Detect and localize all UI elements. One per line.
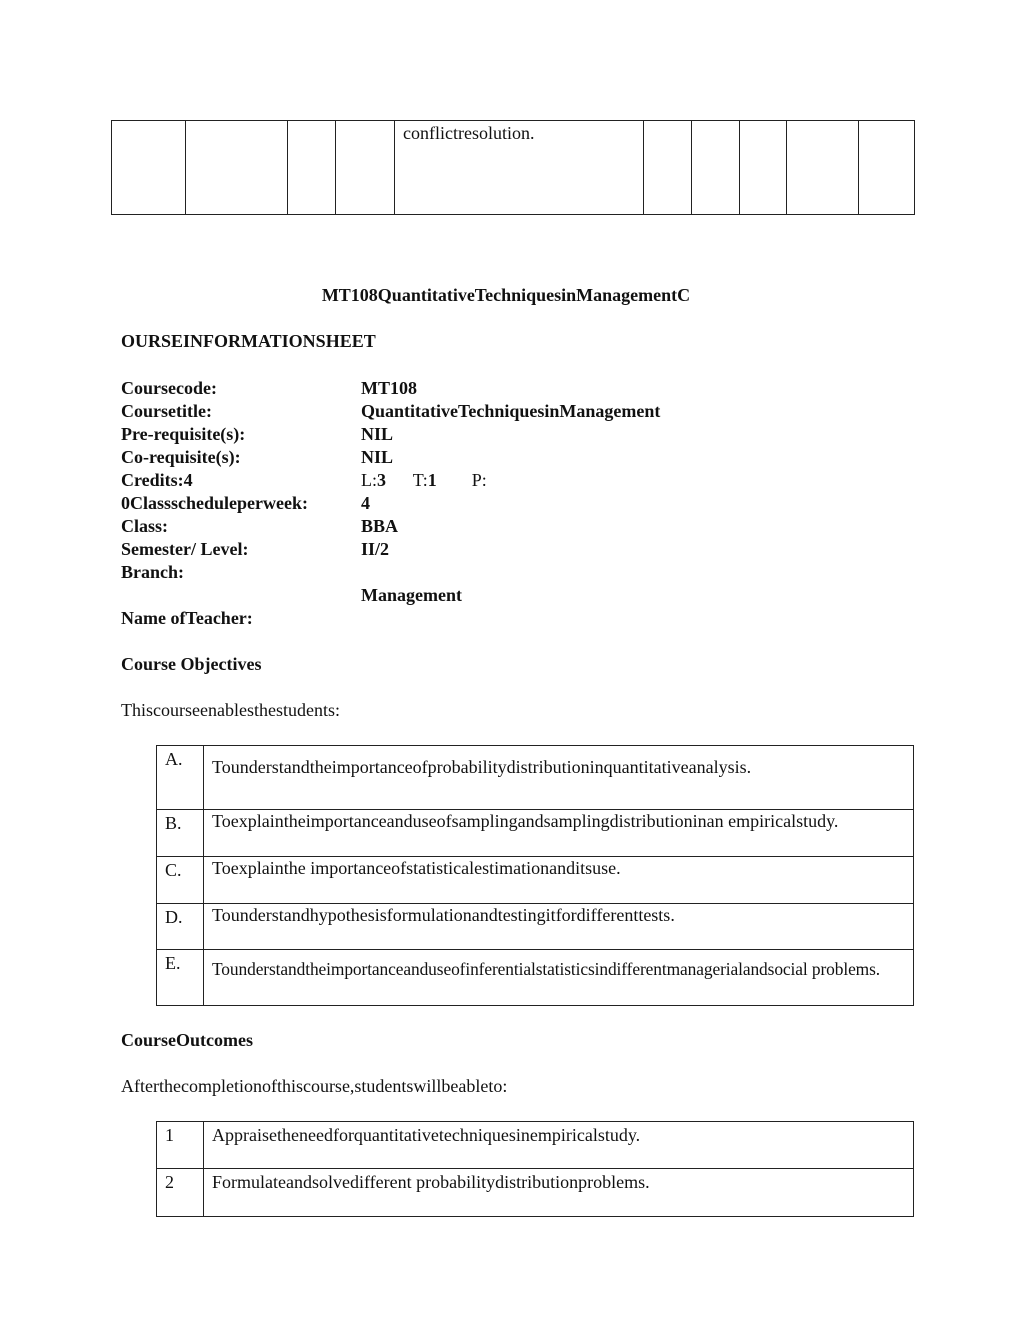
objective-text: Tounderstandtheimportanceofprobabilitydistributioninquantitativeanalysis. [204,746,914,810]
table-cell [186,121,288,215]
table-row [157,746,914,810]
outcome-label: 1 [157,1122,204,1169]
outcome-label: 2 [157,1169,204,1217]
table-cell [787,121,859,215]
outcome-text: Appraisetheneedforquantitativetechniquesinempiricalstudy. [204,1122,914,1169]
branch-label: Branch: [121,562,184,582]
p-label: P: [471,470,487,490]
objectives-intro: Thiscourseenablesthestudents: [121,700,340,720]
semester-value: II/2 [361,539,390,559]
t-label: T: [412,470,428,490]
objective-label: C. [157,857,204,904]
objective-text: Tounderstandhypothesisformulationandtestingitfordifferenttests. [204,904,914,950]
objectives-heading: Course Objectives [121,654,262,674]
table-row [157,810,914,857]
l-label: L: [361,470,377,490]
table-cell [859,121,915,215]
teacher-label: Name ofTeacher: [121,608,253,628]
credits-label: Credits:4 [121,470,193,490]
objective-label: B. [157,810,204,857]
class-label: Class: [121,516,169,536]
table-cell [112,121,186,215]
outcomes-heading: CourseOutcomes [121,1030,253,1050]
table-cell [692,121,740,215]
objective-label: D. [157,904,204,950]
course-code-value: MT108 [361,378,417,398]
table-row [157,904,914,950]
t-value: 1 [427,470,437,490]
prereq-label: Pre-requisite(s): [121,424,246,444]
continuation-table [111,120,915,215]
objective-text: Toexplainthe importanceofstatisticalestimationanditsuse. [204,857,914,904]
table-row [157,950,914,1006]
course-heading: MT108QuantitativeTechniquesinManagementC [321,285,691,305]
table-cell [288,121,336,215]
table-cell [336,121,395,215]
schedule-label: 0Classscheduleperweek: [121,493,308,513]
objective-label: E. [157,950,204,1006]
course-subheading: OURSEINFORMATIONSHEET [121,331,376,351]
course-title-label: Coursetitle: [121,401,212,421]
objective-text: Toexplaintheimportanceanduseofsamplingandsamplingdistributioninan empiricalstudy. [204,810,914,857]
l-value: 3 [377,470,386,490]
objective-label: A. [157,746,204,810]
coreq-value: NIL [361,447,394,467]
class-value: BBA [361,516,399,536]
objective-text: Tounderstandtheimportanceanduseofinferentialstatisticsindifferentmanagerialandsocial problems. [204,950,914,1006]
table-row [157,1169,914,1217]
outcomes-intro: Afterthecompletionofthiscourse,studentswillbeableto: [121,1076,508,1096]
schedule-value: 4 [361,493,370,513]
table-cell-text: conflictresolution. [395,121,644,215]
semester-label: Semester/ Level: [121,539,249,559]
course-title-value: QuantitativeTechniquesinManagement [361,401,661,421]
coreq-label: Co-requisite(s): [121,447,241,467]
prereq-value: NIL [361,424,394,444]
outcomes-table [156,1121,914,1217]
table-cell [740,121,787,215]
outcome-text: Formulateandsolvedifferent probabilitydistributionproblems. [204,1169,914,1217]
table-cell [644,121,692,215]
credits-ltp [361,469,487,492]
objectives-table [156,745,914,1006]
branch-value: Management [361,585,462,605]
table-row [157,1122,914,1169]
course-code-label: Coursecode: [121,378,217,398]
table-row [157,857,914,904]
